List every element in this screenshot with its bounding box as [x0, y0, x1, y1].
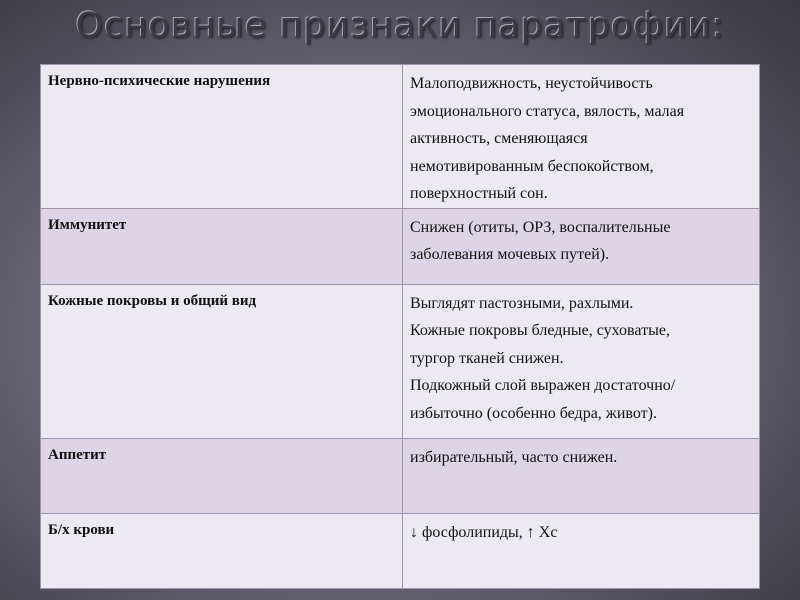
description-line: избыточно (особенно бедра, живот).	[410, 404, 657, 422]
description-line: эмоционального статуса, вялость, малая	[410, 102, 685, 120]
description-line: немотивированным беспокойством,	[410, 157, 654, 175]
description-line: тургор тканей снижен.	[410, 349, 564, 367]
row-description	[403, 438, 760, 513]
description-line: Малоподвижность, неустойчивость	[410, 75, 653, 92]
row-label: Кожные покровы и общий вид	[41, 284, 403, 438]
description-line: Снижен (отиты, ОРЗ, воспалительные	[410, 218, 671, 236]
table-row	[41, 65, 760, 209]
description-line: ↓ фосфолипиды, ↑ Хс	[410, 523, 558, 541]
description-line: Выглядят пастозными, рахлыми.	[410, 294, 634, 312]
row-description	[403, 65, 760, 209]
table-row	[41, 208, 760, 284]
table-row	[41, 513, 760, 588]
row-description	[403, 284, 760, 438]
description-line: заболевания мочевых путей).	[410, 246, 610, 263]
row-label: Иммунитет	[41, 208, 403, 284]
page-title: Основные признаки паратрофии:	[75, 6, 725, 46]
table-row	[41, 438, 760, 513]
row-label: Б/х крови	[41, 513, 403, 588]
description-line: избирательный, часто снижен.	[410, 448, 618, 466]
row-description	[403, 513, 760, 588]
row-label: Аппетит	[41, 438, 403, 513]
signs-table	[40, 64, 760, 589]
description-line: Подкожный слой выражен достаточно/	[410, 377, 676, 394]
row-label: Нервно-психические нарушения	[41, 65, 403, 209]
description-line: Кожные покровы бледные, суховатые,	[410, 322, 670, 339]
table-row	[41, 284, 760, 438]
description-line: поверхностный сон.	[410, 185, 548, 202]
description-line: активность, сменяющаяся	[410, 130, 588, 147]
row-description	[403, 208, 760, 284]
